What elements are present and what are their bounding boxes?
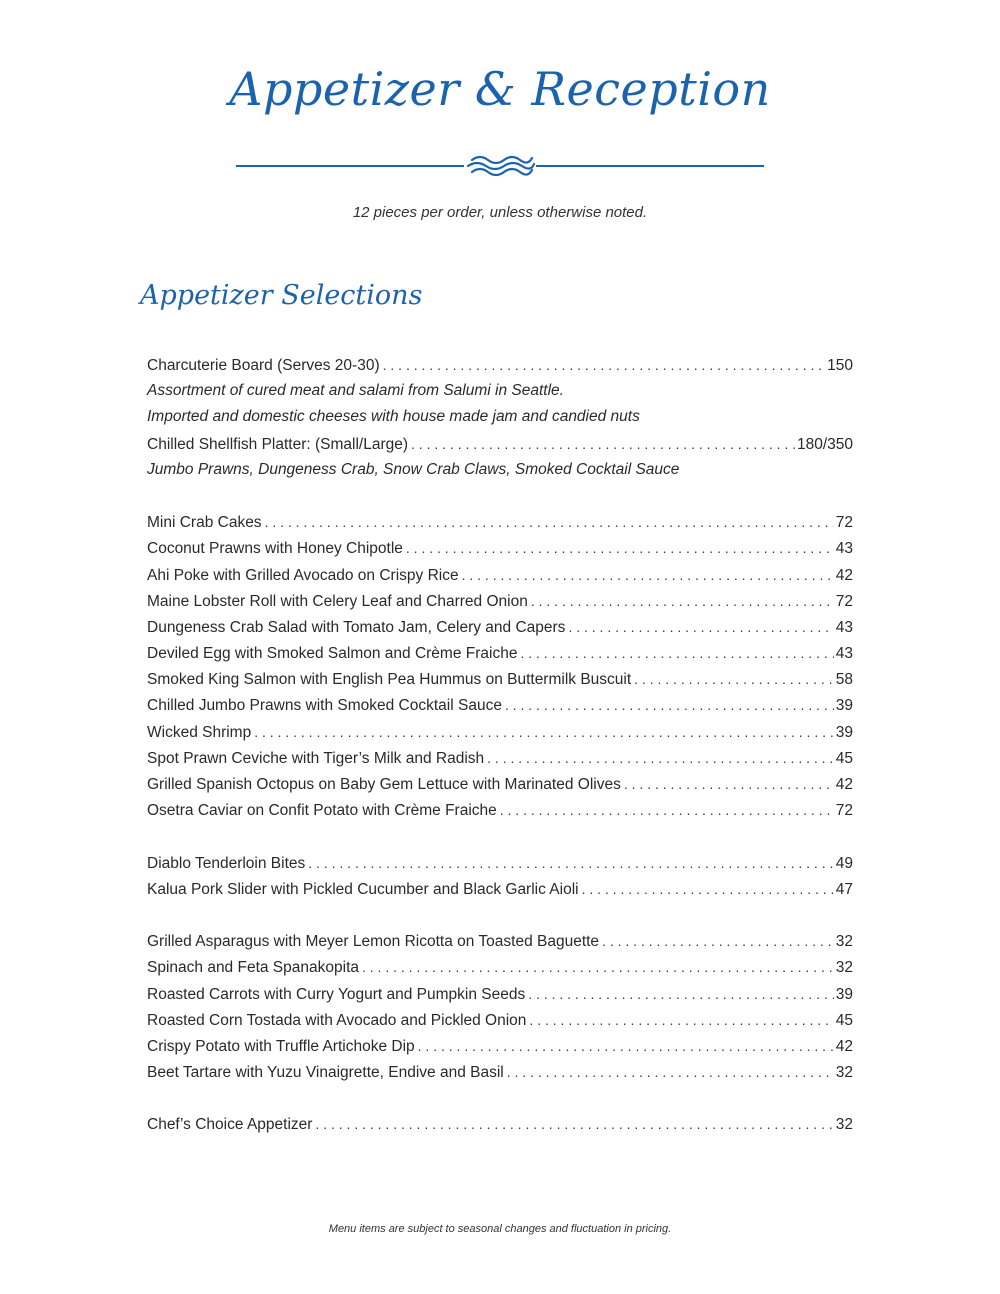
wave-divider xyxy=(236,150,764,180)
item-name: Ahi Poke with Grilled Avocado on Crispy Rice xyxy=(147,566,459,584)
menu-item xyxy=(147,431,853,457)
leader-dots xyxy=(582,876,834,902)
menu-item xyxy=(147,1059,853,1085)
menu-list xyxy=(147,352,853,1138)
item-price: 43 xyxy=(835,540,853,558)
item-price: 43 xyxy=(835,645,853,663)
spacer xyxy=(147,902,853,928)
item-price: 32 xyxy=(835,1116,853,1134)
item-price: 72 xyxy=(835,592,853,610)
menu-item xyxy=(147,745,853,771)
menu-item xyxy=(147,797,853,823)
item-name: Diablo Tenderloin Bites xyxy=(147,854,306,872)
leader-dots xyxy=(531,588,834,614)
menu-item xyxy=(147,1007,853,1033)
leader-dots xyxy=(602,928,834,954)
leader-dots xyxy=(505,692,834,718)
item-price: 45 xyxy=(835,749,853,767)
item-name: Wicked Shrimp xyxy=(147,723,252,741)
item-name: Dungeness Crab Salad with Tomato Jam, Celery and Capers xyxy=(147,618,566,636)
item-name: Osetra Caviar on Confit Potato with Crème Fraiche xyxy=(147,802,497,820)
leader-dots xyxy=(406,535,834,561)
menu-item xyxy=(147,692,853,718)
leader-dots xyxy=(528,981,834,1007)
item-name: Grilled Asparagus with Meyer Lemon Ricotta on Toasted Baguette xyxy=(147,933,600,951)
leader-dots xyxy=(411,431,795,457)
menu-item xyxy=(147,1111,853,1137)
item-price: 42 xyxy=(835,1037,853,1055)
item-price: 72 xyxy=(835,514,853,532)
section-title: Appetizer Selections xyxy=(140,280,423,311)
menu-item xyxy=(147,614,853,640)
item-name: Beet Tartare with Yuzu Vinaigrette, Endive and Basil xyxy=(147,1064,504,1082)
item-price: 58 xyxy=(835,671,853,689)
menu-item xyxy=(147,876,853,902)
leader-dots xyxy=(308,850,833,876)
leader-dots xyxy=(315,1111,833,1137)
item-name: Roasted Carrots with Curry Yogurt and Pumpkin Seeds xyxy=(147,985,526,1003)
page-title: Appetizer & Reception xyxy=(229,62,771,116)
item-price: 47 xyxy=(835,880,853,898)
menu-item xyxy=(147,719,853,745)
item-name: Crispy Potato with Truffle Artichoke Dip xyxy=(147,1037,415,1055)
leader-dots xyxy=(624,771,834,797)
menu-item xyxy=(147,850,853,876)
leader-dots xyxy=(634,666,834,692)
spacer xyxy=(147,1085,853,1111)
leader-dots xyxy=(529,1007,833,1033)
leader-dots xyxy=(362,954,834,980)
menu-item xyxy=(147,1033,853,1059)
leader-dots xyxy=(254,719,834,745)
item-price: 150 xyxy=(827,357,853,374)
item-name: Maine Lobster Roll with Celery Leaf and Charred Onion xyxy=(147,592,528,610)
menu-item xyxy=(147,640,853,666)
spacer xyxy=(147,823,853,849)
menu-item xyxy=(147,771,853,797)
menu-item xyxy=(147,928,853,954)
item-description: Imported and domestic cheeses with house made jam and candied nuts xyxy=(147,408,640,426)
footer-note: Menu items are subject to seasonal changes and fluctuation in pricing. xyxy=(328,1223,672,1235)
item-price: 32 xyxy=(835,959,853,977)
item-name: Smoked King Salmon with English Pea Hummus on Buttermilk Buscuit xyxy=(147,671,632,689)
item-name: Charcuterie Board (Serves 20-30) xyxy=(147,357,380,374)
item-price: 42 xyxy=(835,776,853,793)
item-price: 32 xyxy=(835,933,853,951)
item-price: 180/350 xyxy=(796,435,853,453)
wave-icon xyxy=(472,157,532,163)
item-price: 32 xyxy=(835,1064,853,1082)
item-price: 45 xyxy=(835,1011,853,1029)
item-price: 42 xyxy=(835,566,853,584)
item-name: Chilled Shellfish Platter: (Small/Large) xyxy=(147,435,409,453)
menu-item xyxy=(147,562,853,588)
item-description: Assortment of cured meat and salami from Salumi in Seattle. xyxy=(147,382,564,400)
leader-dots xyxy=(500,797,834,823)
leader-dots xyxy=(265,509,834,535)
item-price: 72 xyxy=(835,802,853,820)
item-name: Grilled Spanish Octopus on Baby Gem Lettuce with Marinated Olives xyxy=(147,776,621,793)
leader-dots xyxy=(487,745,834,771)
menu-item xyxy=(147,981,853,1007)
item-price: 43 xyxy=(835,618,853,636)
item-name: Deviled Egg with Smoked Salmon and Crème Fraiche xyxy=(147,645,518,663)
menu-item xyxy=(147,509,853,535)
menu-item xyxy=(147,352,853,378)
leader-dots xyxy=(418,1033,834,1059)
leader-dots xyxy=(520,640,833,666)
menu-item xyxy=(147,666,853,692)
menu-item xyxy=(147,535,853,561)
leader-dots xyxy=(383,352,826,378)
item-name: Chef’s Choice Appetizer xyxy=(147,1116,313,1134)
item-name: Coconut Prawns with Honey Chipotle xyxy=(147,540,403,558)
item-price: 39 xyxy=(835,985,853,1003)
menu-item xyxy=(147,588,853,614)
item-name: Kalua Pork Slider with Pickled Cucumber and Black Garlic Aioli xyxy=(147,880,579,898)
spacer xyxy=(147,483,853,509)
menu-item xyxy=(147,954,853,980)
item-price: 49 xyxy=(835,854,853,872)
page-subtitle: 12 pieces per order, unless otherwise noted. xyxy=(352,204,648,221)
item-name: Roasted Corn Tostada with Avocado and Pickled Onion xyxy=(147,1011,527,1029)
item-price: 39 xyxy=(835,697,853,715)
item-name: Spinach and Feta Spanakopita xyxy=(147,959,359,977)
leader-dots xyxy=(462,562,834,588)
leader-dots xyxy=(568,614,833,640)
leader-dots xyxy=(507,1059,834,1085)
item-name: Spot Prawn Ceviche with Tiger’s Milk and Radish xyxy=(147,749,485,767)
item-name: Mini Crab Cakes xyxy=(147,514,262,532)
item-price: 39 xyxy=(835,723,853,741)
item-description: Jumbo Prawns, Dungeness Crab, Snow Crab Claws, Smoked Cocktail Sauce xyxy=(147,460,680,478)
item-name: Chilled Jumbo Prawns with Smoked Cocktail Sauce xyxy=(147,697,502,715)
